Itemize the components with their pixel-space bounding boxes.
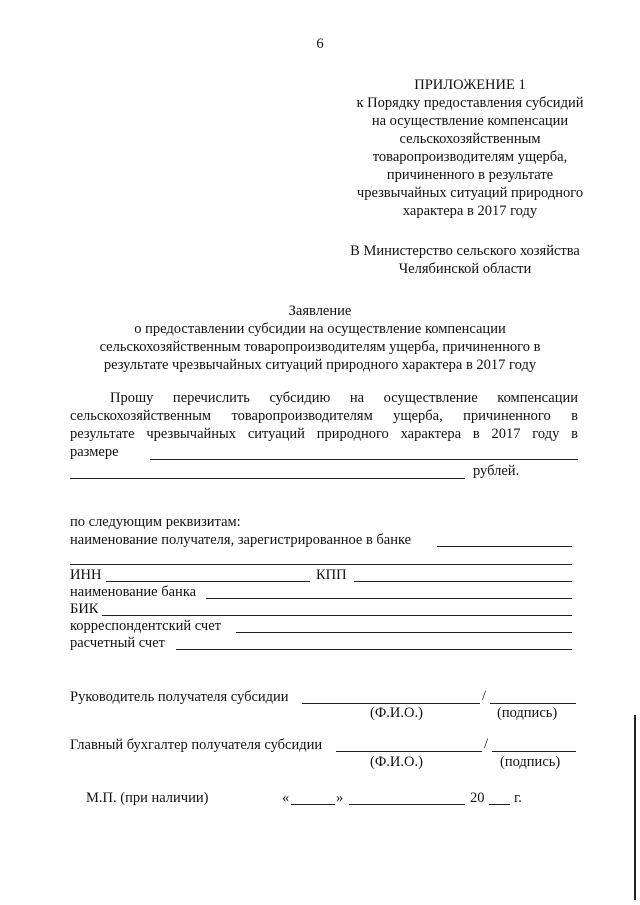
statement-title: Заявление bbox=[288, 303, 352, 319]
appendix-line: сельскохозяйственным bbox=[399, 131, 541, 147]
accountant-fio-field[interactable] bbox=[336, 751, 482, 752]
date-open-quote: « bbox=[282, 790, 290, 806]
body-line: сельскохозяйственным товаропроизводителям ущерба, причиненного в bbox=[70, 408, 578, 424]
recipient-name-label: наименование получателя, зарегистрированное в банке bbox=[70, 532, 412, 548]
date-month-field[interactable] bbox=[349, 804, 465, 805]
body-line: результате чрезвычайных ситуаций природного характера в 2017 году в bbox=[70, 426, 578, 442]
corr-account-label: корреспондентский счет bbox=[70, 618, 221, 634]
slash: / bbox=[484, 736, 489, 752]
settlement-account-label: расчетный счет bbox=[70, 635, 165, 651]
bik-label: БИК bbox=[70, 601, 99, 617]
body-line: Прошу перечислить субсидию на осуществление компенсации bbox=[110, 390, 578, 406]
recipient-name-field-2[interactable] bbox=[70, 564, 572, 565]
scan-edge-mark bbox=[634, 715, 636, 900]
accountant-signature-field[interactable] bbox=[492, 751, 576, 752]
appendix-line: чрезвычайных ситуаций природного bbox=[356, 185, 584, 201]
inn-label: ИНН bbox=[70, 567, 102, 583]
year-suffix: г. bbox=[514, 790, 522, 806]
addressee-line: Челябинской области bbox=[398, 261, 532, 277]
accountant-signature-label: Главный бухгалтер получателя субсидии bbox=[70, 737, 323, 753]
stamp-label: М.П. (при наличии) bbox=[86, 790, 209, 806]
bank-name-field[interactable] bbox=[206, 598, 572, 599]
head-fio-field[interactable] bbox=[302, 703, 480, 704]
slash: / bbox=[482, 688, 487, 704]
appendix-line: причиненного в результате bbox=[386, 167, 554, 183]
amount-label: размере bbox=[70, 444, 119, 460]
head-signature-label: Руководитель получателя субсидии bbox=[70, 689, 289, 705]
bank-name-label: наименование банка bbox=[70, 584, 197, 600]
kpp-label: КПП bbox=[316, 567, 347, 583]
requisites-intro: по следующим реквизитам: bbox=[70, 514, 241, 530]
appendix-line: на осуществление компенсации bbox=[371, 113, 569, 129]
rubles-label: рублей. bbox=[473, 463, 520, 479]
recipient-name-field[interactable] bbox=[437, 546, 572, 547]
statement-line: сельскохозяйственным товаропроизводителям ущерба, причиненного в bbox=[99, 339, 541, 355]
signature-caption: (подпись) bbox=[497, 705, 558, 721]
head-signature-field[interactable] bbox=[490, 703, 576, 704]
fio-caption: (Ф.И.О.) bbox=[370, 705, 423, 721]
year-prefix: 20 bbox=[470, 790, 485, 806]
appendix-title: ПРИЛОЖЕНИЕ 1 bbox=[414, 77, 526, 93]
kpp-field[interactable] bbox=[354, 581, 572, 582]
amount-field-line-2[interactable] bbox=[70, 478, 465, 479]
corr-account-field[interactable] bbox=[236, 632, 572, 633]
date-close-quote: » bbox=[336, 790, 344, 806]
statement-line: о предоставлении субсидии на осуществление компенсации bbox=[134, 321, 506, 337]
settlement-account-field[interactable] bbox=[176, 649, 572, 650]
amount-field-line[interactable] bbox=[150, 459, 578, 460]
bik-field[interactable] bbox=[102, 615, 572, 616]
statement-line: результате чрезвычайных ситуаций природного характера в 2017 году bbox=[103, 357, 537, 373]
appendix-line: характера в 2017 году bbox=[402, 203, 538, 219]
signature-caption: (подпись) bbox=[500, 754, 561, 770]
inn-field[interactable] bbox=[106, 581, 310, 582]
date-year-field[interactable] bbox=[489, 804, 510, 805]
page-number: 6 bbox=[316, 36, 324, 52]
date-day-field[interactable] bbox=[291, 804, 335, 805]
addressee-line: В Министерство сельского хозяйства bbox=[350, 243, 580, 259]
appendix-line: к Порядку предоставления субсидий bbox=[356, 95, 584, 111]
appendix-line: товаропроизводителям ущерба, bbox=[372, 149, 568, 165]
fio-caption: (Ф.И.О.) bbox=[370, 754, 423, 770]
